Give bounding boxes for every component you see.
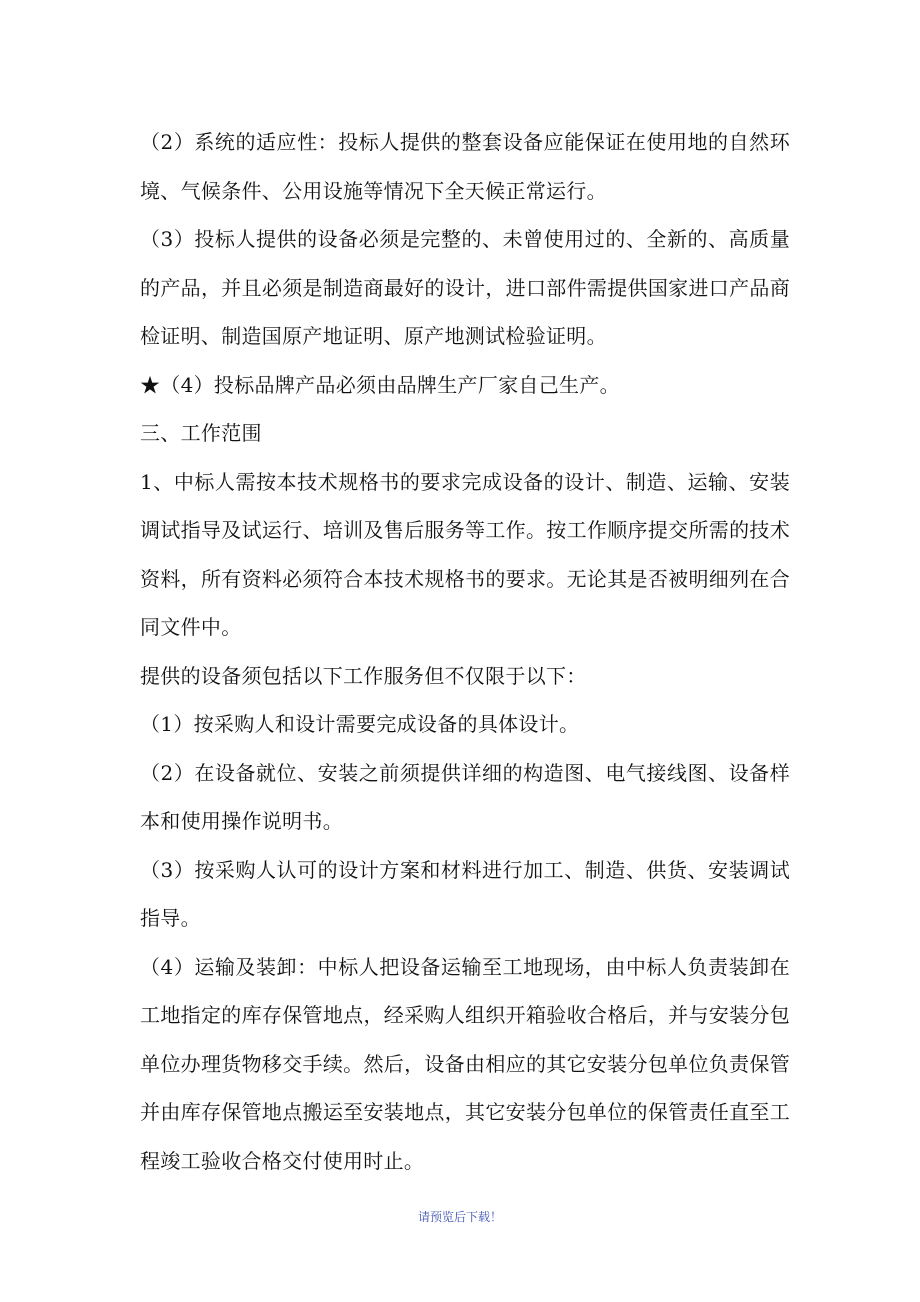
list-item-transport: （4）运输及装卸：中标人把设备运输至工地现场，由中标人负责装卸在工地指定的库存保管地点，经采购人组织开箱验收合格后，并与安装分包单位办理货物移交手续。然后，设备由相应的其它安装分包单位负责保管并由库存保管地点搬运至安装地点，其它安装分包单位的保管责任直至工程竣工验收合格交付使用时止。 bbox=[140, 954, 790, 1173]
paragraph-new-equipment: （3）投标人提供的设备必须是完整的、未曾使用过的、全新的、高质量的产品，并且必须是制造商最好的设计，进口部件需提供国家进口产品商检证明、制造国原产地证明、原产地测试检验证明。 bbox=[140, 227, 790, 348]
document-body bbox=[140, 118, 790, 1185]
footer-download-note: 请预览后下载！ bbox=[417, 1210, 502, 1224]
list-item-drawings: （2）在设备就位、安装之前须提供详细的构造图、电气接线图、设备样本和使用操作说明书。 bbox=[140, 760, 790, 833]
paragraph-scope-1: 1、中标人需按本技术规格书的要求完成设备的设计、制造、运输、安装调试指导及试运行、培训及售后服务等工作。按工作顺序提交所需的技术资料，所有资料必须符合本技术规格书的要求。无论其是否被明细列在合同文件中。 bbox=[140, 469, 790, 639]
paragraph-system-adaptability: （2）系统的适应性：投标人提供的整套设备应能保证在使用地的自然环境、气候条件、公用设施等情况下全天候正常运行。 bbox=[140, 130, 790, 203]
paragraph-services-intro: 提供的设备须包括以下工作服务但不仅限于以下： bbox=[140, 663, 587, 688]
list-item-design: （1）按采购人和设计需要完成设备的具体设计。 bbox=[140, 712, 580, 736]
section-heading-scope: 三、工作范围 bbox=[140, 421, 262, 445]
list-item-manufacturing: （3）按采购人认可的设计方案和材料进行加工、制造、供货、安装调试指导。 bbox=[140, 857, 790, 930]
paragraph-brand-production: ★（4）投标品牌产品必须由品牌生产厂家自己生产。 bbox=[140, 372, 620, 397]
